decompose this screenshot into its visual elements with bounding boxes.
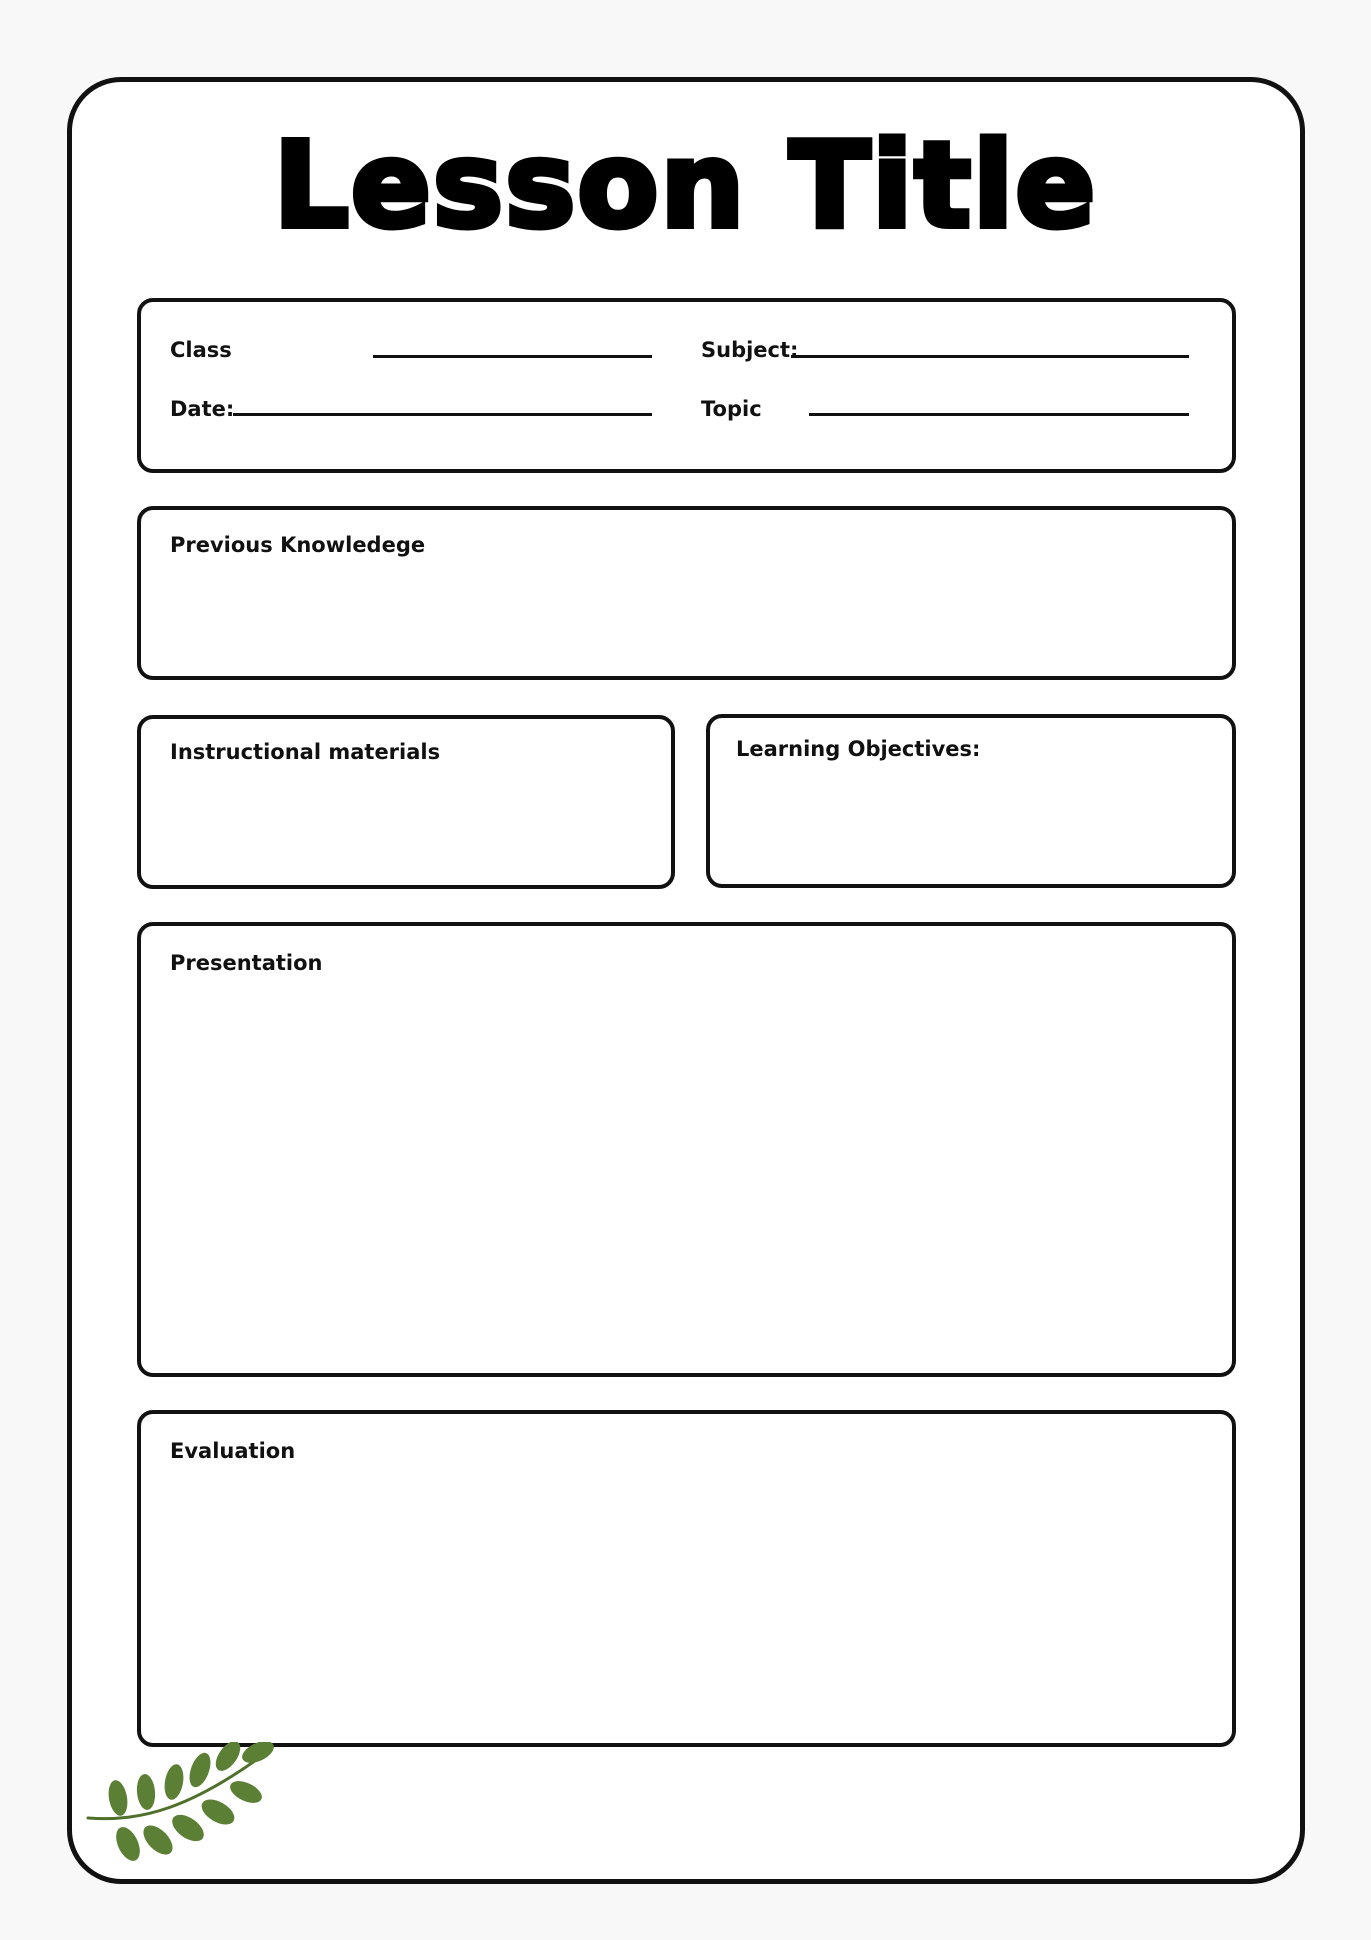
date-label: Date:: [170, 397, 235, 421]
instructional-materials-label: Instructional materials: [170, 740, 441, 764]
class-field[interactable]: [373, 355, 652, 358]
learning-objectives-label: Learning Objectives:: [736, 737, 981, 761]
lesson-title: Lesson Title: [273, 116, 1098, 254]
subject-field[interactable]: [791, 355, 1189, 358]
topic-label: Topic: [701, 397, 762, 421]
topic-field[interactable]: [809, 413, 1189, 416]
class-label: Class: [170, 338, 232, 362]
date-field[interactable]: [233, 413, 652, 416]
evaluation-label: Evaluation: [170, 1439, 296, 1463]
evaluation-box[interactable]: [137, 1410, 1236, 1747]
presentation-box[interactable]: [137, 922, 1236, 1377]
subject-label: Subject:: [701, 338, 799, 362]
previous-knowledge-label: Previous Knowledege: [170, 533, 426, 557]
presentation-label: Presentation: [170, 951, 323, 975]
leaf-branch-icon: [82, 1742, 282, 1872]
lesson-info-box: [137, 298, 1236, 473]
